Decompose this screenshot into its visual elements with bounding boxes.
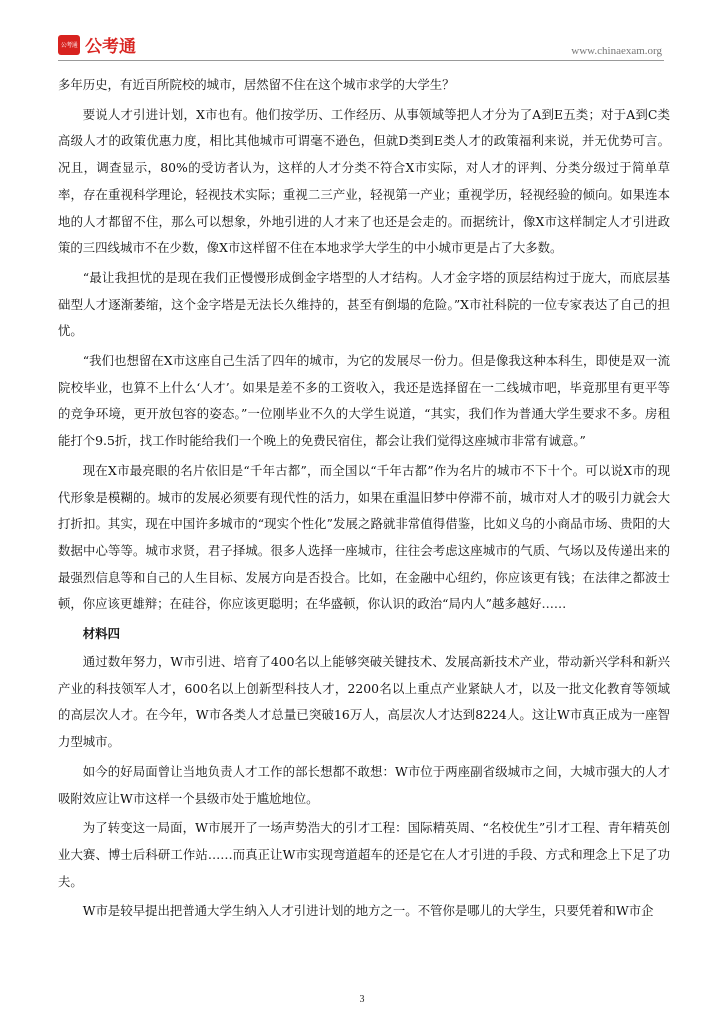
- document-body: [58, 72, 670, 928]
- site-logo[interactable]: [58, 32, 136, 57]
- paragraph: 现在X市最亮眼的名片依旧是“千年古都”，而全国以“千年古都”作为名片的城市不下十个。可以说X市的现代形象是模糊的。城市的发展必须要有现代性的活力，如果在重温旧梦中停滞不前，城市对人才的吸引力就会大打折扣。其实，现在中国许多城市的“现实个性化”发展之路就非常值得借鉴，比如义乌的小商品市场、贵阳的大数据中心等等。城市求贤，君子择城。很多人选择一座城市，往往会考虑这座城市的气质、气场以及传递出来的最强烈信息等和自己的人生目标、发展方向是否投合。比如，在金融中心纽约，你应该更有钱；在法律之都波士顿，你应该更雄辩；在硅谷，你应该更聪明；在华盛顿，你认识的政治“局内人”越多越好……: [58, 462, 670, 612]
- logo-text: 公考通: [85, 37, 136, 57]
- page-number: 3: [359, 994, 365, 1005]
- paragraph: “最让我担忧的是现在我们正慢慢形成倒金字塔型的人才结构。人才金字塔的顶层结构过于庞大，而底层基础型人才逐渐萎缩，这个金字塔是无法长久维持的，甚至有倒塌的危险。”X市社科院的一位专家表达了自己的担忧。: [58, 269, 670, 339]
- paragraph: 为了转变这一局面，W市展开了一场声势浩大的引才工程：国际精英周、“名校优生”引才工程、青年精英创业大赛、博士后科研工作站……而真正让W市实现弯道超车的还是它在人才引进的手段、方式和理念上下足了功夫。: [58, 820, 670, 889]
- logo-mark-icon: 公考通: [58, 35, 80, 55]
- paragraph: 通过数年努力，W市引进、培育了400名以上能够突破关键技术、发展高新技术产业，带动新兴学科和新兴产业的科技领军人才，600名以上创新型科技人才，2200名以上重点产业紧缺人才，以及一批文化教育等领域的高层次人才。在今年，W市各类人才总量已突破16万人，高层次人才达到8224人。这让W市真正成为一座智力型城市。: [58, 654, 670, 750]
- paragraph: 多年历史，有近百所院校的城市，居然留不住在这个城市求学的大学生？: [58, 77, 455, 92]
- paragraph: 要说人才引进计划，X市也有。他们按学历、工作经历、从事领域等把人才分为了A到E五类；对于A到C类高级人才的政策优惠力度，相比其他城市可谓毫不逊色，但就D类到E类人才的政策福利来说，并无优势可言。况且，调查显示，80%的受访者认为，这样的人才分类不符合X市实际，对人才的评判、分类分级过于简单草率，存在重视科学理论，轻视技术实际；重视二三产业，轻视第一产业；重视学历，轻视经验的倾向。如果连本地的人才都留不住，那么可以想象，外地引进的人才来了也还是会走的。而据统计，像X市这样制定人才引进政策的三四线城市不在少数，像X市这样留不住在本地求学大学生的中小城市更是占了大多数。: [58, 106, 670, 256]
- site-url[interactable]: www.chinaexam.org: [571, 45, 662, 57]
- page-header: [0, 0, 724, 64]
- paragraph: W市是较早提出把普通大学生纳入人才引进计划的地方之一。不管你是哪儿的大学生，只要凭着和W市企: [82, 903, 654, 919]
- section-title: 材料四: [82, 626, 120, 642]
- header-divider: [58, 60, 664, 61]
- paragraph: 如今的好局面曾让当地负责人才工作的部长想都不敢想：W市位于两座副省级城市之间，大城市强大的人才吸附效应让W市这样一个县级市处于尴尬地位。: [58, 763, 670, 806]
- paragraph: “我们也想留在X市这座自己生活了四年的城市，为它的发展尽一份力。但是像我这种本科生，即使是双一流院校毕业，也算不上什么‘人才’。如果是差不多的工资收入，我还是选择留在一二线城市吧，毕竟那里有更平等的竞争环境，更开放包容的姿态。”一位刚毕业不久的大学生说道，“其实，我们作为普通大学生要求不多。房租能打个9.5折，找工作时能给我们一个晚上的免费民宿住，都会让我们觉得这座城市非常有诚意。”: [58, 353, 670, 449]
